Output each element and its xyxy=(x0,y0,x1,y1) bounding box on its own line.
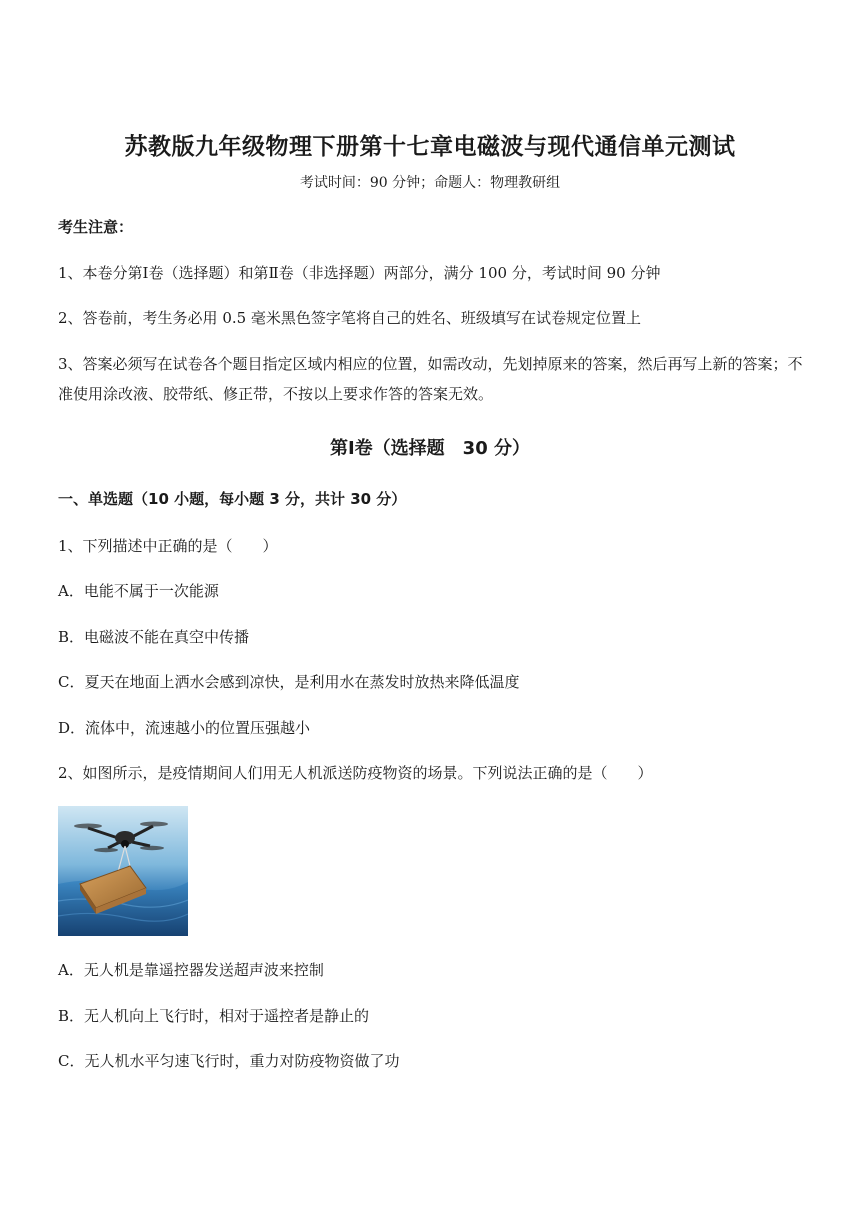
exam-subtitle: 考试时间：90 分钟；命题人：物理教研组 xyxy=(299,175,561,191)
question-option: B．无人机向上飞行时，相对于遥控者是静止的 xyxy=(58,1007,370,1025)
question-stem: 1、下列描述中正确的是（ ） xyxy=(58,537,278,555)
part-heading: 一、单选题（10 小题，每小题 3 分，共计 30 分） xyxy=(58,490,407,508)
question-option: A．无人机是靠遥控器发送超声波来控制 xyxy=(58,961,324,979)
question-option: D．流体中，流速越小的位置压强越小 xyxy=(58,719,311,737)
exam-title: 苏教版九年级物理下册第十七章电磁波与现代通信单元测试 xyxy=(124,134,736,160)
notice-heading: 考生注意： xyxy=(58,218,134,236)
notice-item: 3、答案必须写在试卷各个题目指定区域内相应的位置，如需改动，先划掉原来的答案，然后再写上新的答案；不准使用涂改液、胶带纸、修正带，不按以上要求作答的答案无效。 xyxy=(58,355,803,403)
question-stem: 2、如图所示，是疫情期间人们用无人机派送防疫物资的场景。下列说法正确的是（ ） xyxy=(58,764,653,782)
section-title: 第Ⅰ卷（选择题 30 分） xyxy=(329,438,530,459)
question-option: C．无人机水平匀速飞行时，重力对防疫物资做了功 xyxy=(58,1052,400,1070)
notice-item: 2、答卷前，考生务必用 0.5 毫米黑色签字笔将自己的姓名、班级填写在试卷规定位置上 xyxy=(58,309,641,327)
question-option: B．电磁波不能在真空中传播 xyxy=(58,628,250,646)
notice-item: 1、本卷分第Ⅰ卷（选择题）和第Ⅱ卷（非选择题）两部分，满分 100 分，考试时间 90 分钟 xyxy=(58,264,661,282)
drone-delivery-image xyxy=(58,806,188,936)
question-option: C．夏天在地面上洒水会感到凉快，是利用水在蒸发时放热来降低温度 xyxy=(58,673,520,691)
question-option: A．电能不属于一次能源 xyxy=(58,582,219,600)
